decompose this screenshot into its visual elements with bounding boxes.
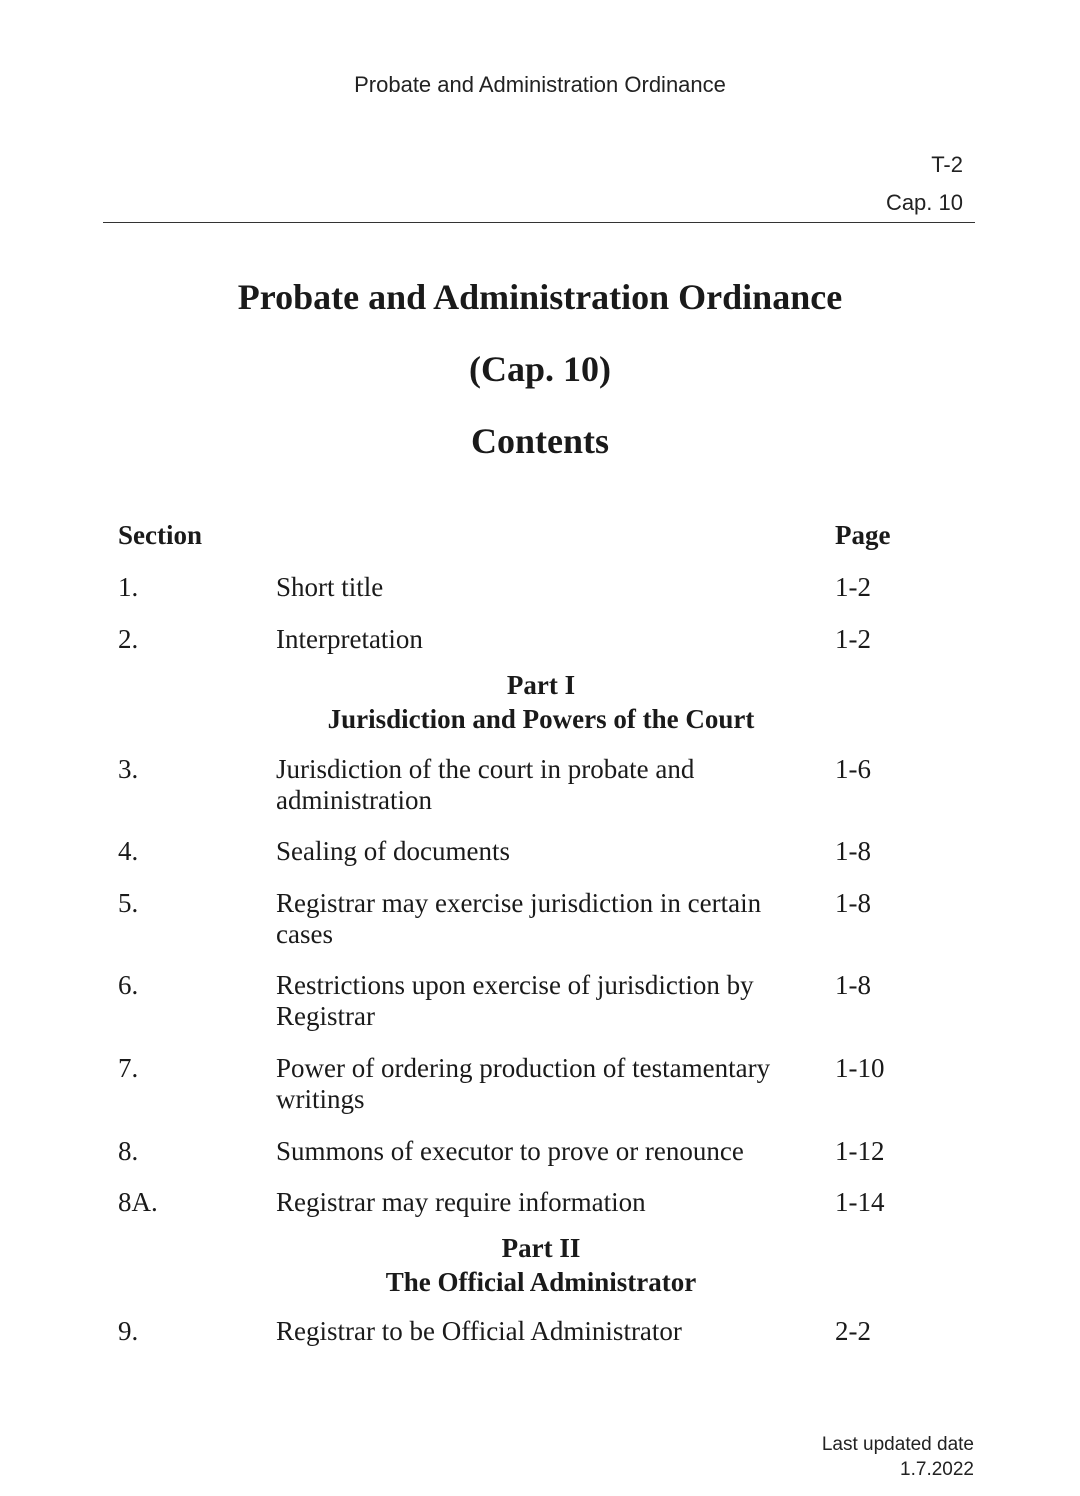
page-number: 1-6 xyxy=(835,754,871,784)
section-number: 8. xyxy=(118,1136,139,1166)
section-title: Short title xyxy=(276,572,384,602)
footer xyxy=(822,1432,974,1482)
table-of-contents xyxy=(118,520,948,1360)
part-label: Part I xyxy=(506,670,576,700)
page-code: T-2 xyxy=(931,152,963,177)
section-number: 9. xyxy=(118,1316,139,1346)
last-updated-date: 1.7.2022 xyxy=(900,1459,974,1480)
toc-entry xyxy=(118,888,948,970)
section-title: Sealing of documents xyxy=(276,836,510,866)
document-cap: (Cap. 10) xyxy=(469,349,611,389)
toc-entry xyxy=(118,836,948,888)
chapter-number: Cap. 10 xyxy=(885,190,963,215)
toc-entry xyxy=(118,1316,948,1360)
toc-entry xyxy=(118,572,948,624)
section-title: Registrar may require information xyxy=(276,1187,646,1217)
section-number: 5. xyxy=(118,888,139,918)
page-identifier xyxy=(886,150,963,226)
toc-entry xyxy=(118,624,948,668)
toc-entry xyxy=(118,1053,948,1136)
page-number: 1-8 xyxy=(835,970,871,1000)
page-number: 1-12 xyxy=(835,1136,885,1166)
section-number: 2. xyxy=(118,624,139,654)
section-number: 1. xyxy=(118,572,139,602)
toc-header xyxy=(118,520,948,572)
page-number: 1-2 xyxy=(835,572,871,602)
section-title: Registrar may exercise jurisdiction in certain cases xyxy=(276,888,762,949)
section-column-label: Section xyxy=(118,520,202,550)
part-title: The Official Administrator xyxy=(385,1267,697,1297)
section-number: 7. xyxy=(118,1053,139,1083)
section-title: Registrar to be Official Administrator xyxy=(276,1316,682,1346)
section-number: 3. xyxy=(118,754,139,784)
part-heading xyxy=(118,668,948,754)
contents-heading: Contents xyxy=(470,421,609,461)
section-title: Restrictions upon exercise of jurisdiction by Registrar xyxy=(276,970,754,1031)
running-header: Probate and Administration Ordinance xyxy=(354,72,726,97)
page-column-label: Page xyxy=(835,520,891,550)
page-number: 1-8 xyxy=(835,836,871,866)
section-number: 4. xyxy=(118,836,139,866)
toc-entry xyxy=(118,754,948,836)
page-number: 1-2 xyxy=(835,624,871,654)
page-number: 1-14 xyxy=(835,1187,885,1217)
page-number: 1-8 xyxy=(835,888,871,918)
document-title: Probate and Administration Ordinance xyxy=(237,277,843,317)
toc-entry xyxy=(118,1136,948,1187)
toc-entry xyxy=(118,970,948,1053)
part-heading xyxy=(118,1231,948,1316)
page-number: 2-2 xyxy=(835,1316,871,1346)
last-updated-label: Last updated date xyxy=(821,1434,974,1455)
section-number: 8A. xyxy=(118,1187,158,1217)
section-number: 6. xyxy=(118,970,139,1000)
header-rule xyxy=(103,222,975,223)
section-title: Summons of executor to prove or renounce xyxy=(276,1136,744,1166)
section-title: Interpretation xyxy=(276,624,423,654)
toc-entry xyxy=(118,1187,948,1231)
page-number: 1-10 xyxy=(835,1053,885,1083)
part-title: Jurisdiction and Powers of the Court xyxy=(327,704,755,734)
section-title: Power of ordering production of testamentary writings xyxy=(276,1053,771,1114)
part-label: Part II xyxy=(501,1233,581,1263)
section-title: Jurisdiction of the court in probate and administration xyxy=(276,754,695,815)
